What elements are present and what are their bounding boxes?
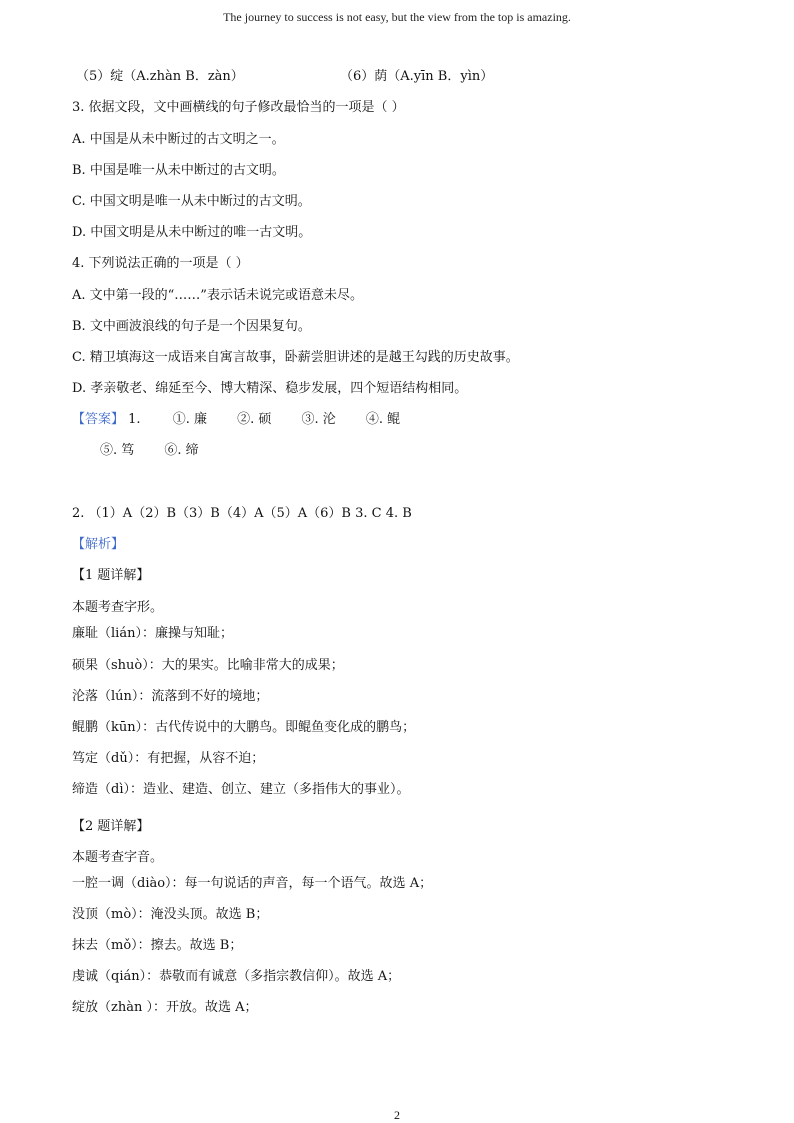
q4-option-b: B. 文中画波浪线的句子是一个因果复句。 <box>72 319 311 334</box>
answer-item: ①. 廉 <box>172 412 207 427</box>
section-1-item: 笃定（dǔ）：有把握，从容不迫； <box>72 751 265 766</box>
q3-option-c: C. 中国文明是唯一从未中断过的古文明。 <box>72 194 311 209</box>
q2-line-5: （5）绽（A.zhàn B．zàn） <box>76 69 244 84</box>
section-1-title: 【1 题详解】 <box>72 568 150 583</box>
q3-option-d: D. 中国文明是从未中断过的唯一古文明。 <box>72 225 312 240</box>
answer-item: ⑤. 笃 <box>100 443 135 458</box>
answer-row-2 <box>100 441 199 461</box>
q4-stem: 4. 下列说法正确的一项是（ ） <box>72 256 249 271</box>
answer-item: ⑥. 缔 <box>164 443 199 458</box>
section-2-item: 没顶（mò）：淹没头顶。故选 B； <box>72 907 269 922</box>
section-2-item: 抹去（mǒ）：擦去。故选 B； <box>72 938 243 953</box>
q2-line-6: （6）荫（A.yīn B．yìn） <box>340 69 494 84</box>
section-1-intro: 本题考查字形。 <box>72 600 164 615</box>
q3-option-b: B. 中国是唯一从未中断过的古文明。 <box>72 163 285 178</box>
answer-label: 【答案】 <box>72 412 125 427</box>
q3-stem: 3. 依据文段，文中画横线的句子修改最恰当的一项是（ ） <box>72 100 405 115</box>
section-1-item: 缔造（dì）：造业、建造、创立、建立（多指伟大的事业）。 <box>72 782 410 797</box>
section-2-item: 一腔一调（diào）：每一句说话的声音，每一个语气。故选 A； <box>72 876 433 891</box>
section-1-item: 硕果（shuò）：大的果实。比喻非常大的成果； <box>72 658 344 673</box>
answer-item: ③. 沦 <box>301 412 336 427</box>
answer-item: ②. 硕 <box>237 412 272 427</box>
section-2-intro: 本题考查字音。 <box>72 850 164 865</box>
section-1-item: 廉耻（lián）：廉操与知耻； <box>72 626 233 641</box>
answer-row-1 <box>72 410 400 430</box>
page-number: 2 <box>394 1108 400 1122</box>
q4-option-d: D. 孝亲敬老、绵延至今、博大精深、稳步发展，四个短语结构相同。 <box>72 381 468 396</box>
section-1-item: 沦落（lún）：流落到不好的境地； <box>72 689 269 704</box>
section-2-title: 【2 题详解】 <box>72 819 150 834</box>
page-header-motto: The journey to success is not easy, but the view from the top is amazing. <box>223 10 571 24</box>
q4-option-a: A. 文中第一段的“……”表示话未说完或语意未尽。 <box>72 288 363 303</box>
answer-item: ④. 鲲 <box>365 412 401 427</box>
section-2-item: 虔诚（qián）：恭敬而有诚意（多指宗教信仰）。故选 A； <box>72 969 401 984</box>
section-2-item: 绽放（zhàn ）：开放。故选 A； <box>72 1000 258 1015</box>
q3-option-a: A. 中国是从未中断过的古文明之一。 <box>72 132 285 147</box>
section-1-item: 鲲鹏（kūn）：古代传说中的大鹏鸟。即鲲鱼变化成的鹏鸟； <box>72 720 416 735</box>
analysis-label: 【解析】 <box>72 537 125 552</box>
answer-num-1: 1. <box>128 412 141 427</box>
answer-line-2: 2. （1）A（2）B（3）B（4）A（5）A（6）B 3. C 4. B <box>72 506 412 521</box>
q4-option-c: C. 精卫填海这一成语来自寓言故事，卧薪尝胆讲述的是越王勾践的历史故事。 <box>72 350 519 365</box>
